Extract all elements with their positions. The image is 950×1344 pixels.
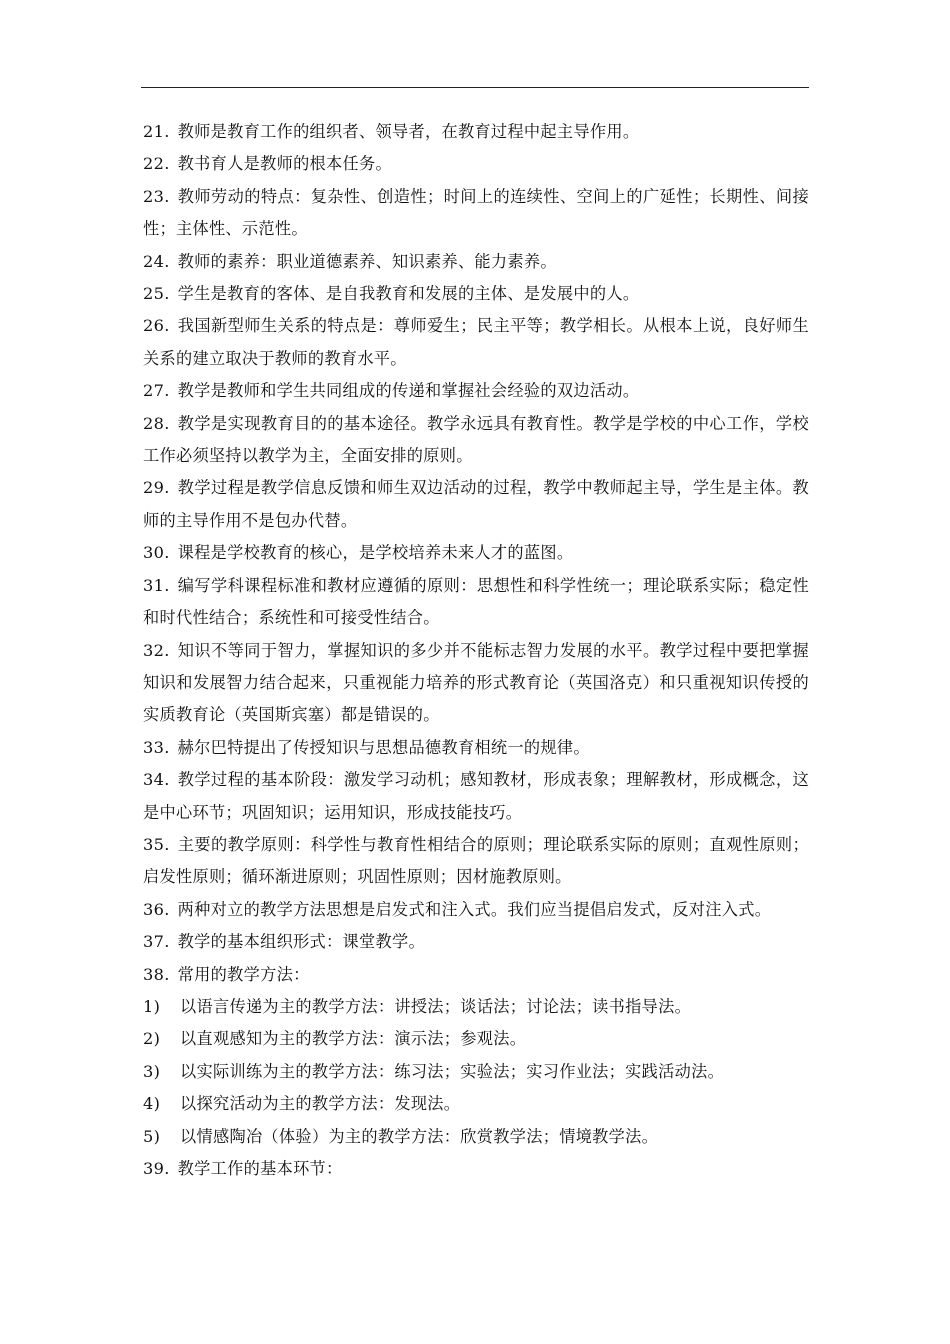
method-item <box>143 1056 809 1088</box>
list-item <box>143 894 809 926</box>
item-text: 教学过程是教学信息反馈和师生双边活动的过程，教学中教师起主导，学生是主体。教师的主导作用不是包办代替。 <box>143 478 809 530</box>
item-number: 22. <box>143 154 170 174</box>
method-item <box>143 1121 809 1153</box>
item-text: 两种对立的教学方法思想是启发式和注入式。我们应当提倡启发式，反对注入式。 <box>177 899 772 919</box>
method-item <box>143 1023 809 1055</box>
method-number: 5) <box>143 1126 161 1146</box>
item-text: 常用的教学方法： <box>177 964 310 984</box>
list-item <box>143 926 809 958</box>
item-text: 课程是学校教育的核心，是学校培养未来人才的蓝图。 <box>177 543 574 563</box>
item-text: 教学是教师和学生共同组成的传递和掌握社会经验的双边活动。 <box>177 381 640 401</box>
method-text: 以实际训练为主的教学方法：练习法；实验法；实习作业法；实践活动法。 <box>180 1061 725 1081</box>
item-number: 26. <box>143 316 170 336</box>
list-item <box>143 278 809 310</box>
header-rule <box>141 87 809 88</box>
method-item <box>143 1088 809 1120</box>
item-text: 教师劳动的特点：复杂性、创造性；时间上的连续性、空间上的广延性；长期性、间接性；主体性、示范性。 <box>143 186 809 239</box>
item-number: 38. <box>143 964 170 984</box>
item-text: 教师是教育工作的组织者、领导者，在教育过程中起主导作用。 <box>177 122 640 141</box>
item-number: 28. <box>143 413 170 433</box>
list-item <box>143 635 809 732</box>
list-item <box>143 246 809 278</box>
list-item <box>143 829 809 894</box>
item-number: 29. <box>143 478 170 498</box>
item-number: 27. <box>143 381 170 401</box>
list-item <box>143 181 809 246</box>
item-text: 教书育人是教师的根本任务。 <box>177 154 392 174</box>
list-item <box>143 764 809 829</box>
list-item <box>143 959 809 991</box>
item-text: 学生是教育的客体、是自我教育和发展的主体、是发展中的人。 <box>177 284 640 304</box>
item-number: 33. <box>143 737 170 757</box>
list-item <box>143 116 809 148</box>
item-number: 31. <box>143 575 170 595</box>
list-item <box>143 472 809 537</box>
numbered-items <box>143 116 809 991</box>
item-text: 教师的素养：职业道德素养、知识素养、能力素养。 <box>177 251 557 271</box>
item-text: 知识不等同于智力，掌握知识的多少并不能标志智力发展的水平。教学过程中要把掌握知识和发展智力结合起来，只重视能力培养的形式教育论（英国洛克）和只重视知识传授的实质教育论（英国斯宾塞）都是错误的。 <box>143 640 809 725</box>
item-number: 36. <box>143 899 170 919</box>
item-text: 赫尔巴特提出了传授知识与思想品德教育相统一的规律。 <box>177 737 590 757</box>
method-number: 4) <box>143 1094 161 1114</box>
list-item <box>143 148 809 180</box>
item-number: 21. <box>143 122 170 141</box>
item-number: 23. <box>143 186 170 206</box>
method-text: 以直观感知为主的教学方法：演示法；参观法。 <box>180 1029 527 1049</box>
method-text: 以情感陶冶（体验）为主的教学方法：欣赏教学法；情境教学法。 <box>180 1126 659 1146</box>
item-text: 主要的教学原则：科学性与教育性相结合的原则；理论联系实际的原则；直观性原则；启发性原则；循环渐进原则；巩固性原则；因材施教原则。 <box>143 834 809 887</box>
item-number: 24. <box>143 251 170 271</box>
item-number: 32. <box>143 640 170 660</box>
item-text: 教学过程的基本阶段：激发学习动机；感知教材，形成表象；理解教材，形成概念，这是中心环节；巩固知识；运用知识，形成技能技巧。 <box>143 770 809 822</box>
list-item <box>143 310 809 375</box>
item-text: 教学是实现教育目的的基本途径。教学永远具有教育性。教学是学校的中心工作，学校工作必须坚持以教学为主，全面安排的原则。 <box>143 413 809 466</box>
item-number: 25. <box>143 284 170 304</box>
teaching-methods-list <box>143 991 809 1153</box>
item-text: 编写学科课程标准和教材应遵循的原则：思想性和科学性统一；理论联系实际；稳定性和时代性结合；系统性和可接受性结合。 <box>143 575 809 628</box>
item-text: 教学工作的基本环节： <box>177 1159 343 1178</box>
method-item <box>143 991 809 1023</box>
list-item <box>143 732 809 764</box>
method-number: 2) <box>143 1029 161 1049</box>
list-item <box>143 570 809 635</box>
item-number: 35. <box>143 834 170 854</box>
item-text: 教学的基本组织形式：课堂教学。 <box>177 932 425 952</box>
method-number: 3) <box>143 1061 161 1081</box>
method-text: 以探究活动为主的教学方法：发现法。 <box>180 1094 461 1114</box>
item-number: 30. <box>143 543 170 563</box>
item-number: 39. <box>143 1159 170 1178</box>
item-number: 37. <box>143 932 170 952</box>
list-item <box>143 537 809 569</box>
method-number: 1) <box>143 996 161 1016</box>
list-item-39 <box>143 1153 809 1185</box>
method-text: 以语言传递为主的教学方法：讲授法；谈话法；讨论法；读书指导法。 <box>180 996 692 1016</box>
list-item <box>143 408 809 473</box>
document-body <box>143 116 809 1185</box>
item-number: 34. <box>143 770 170 790</box>
list-item <box>143 375 809 407</box>
item-text: 我国新型师生关系的特点是：尊师爱生；民主平等；教学相长。从根本上说，良好师生关系的建立取决于教师的教育水平。 <box>143 316 809 368</box>
